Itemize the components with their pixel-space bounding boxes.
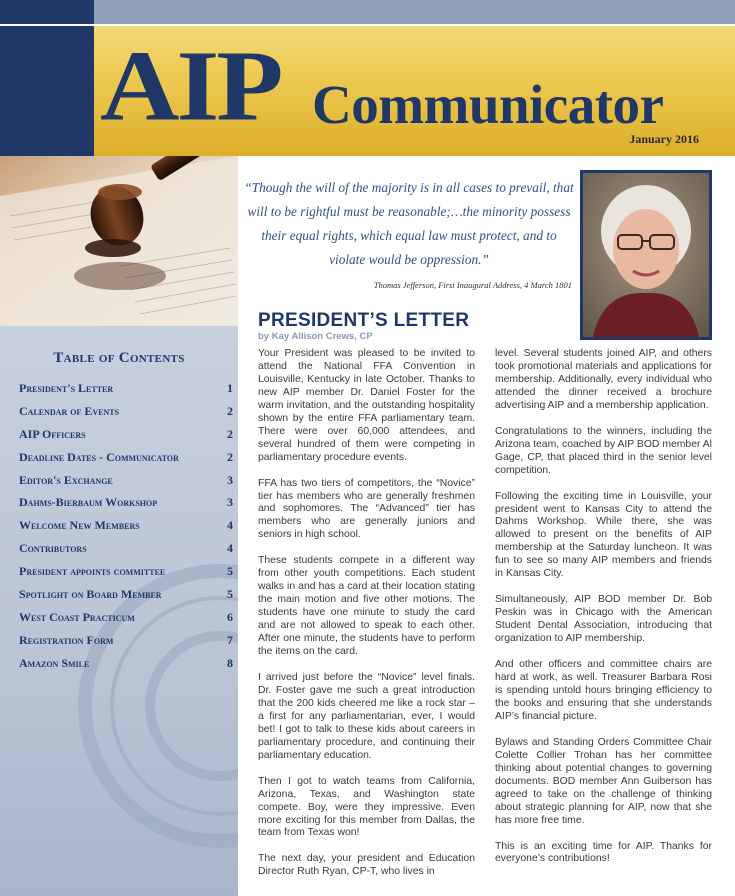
article-column-right [495, 348, 712, 896]
toc-item-label: Welcome New Members [19, 518, 140, 533]
toc-item[interactable] [19, 610, 233, 633]
toc-item-label: Registration Form [19, 632, 114, 647]
toc-item-page: 6 [227, 609, 233, 624]
toc-item[interactable] [19, 450, 233, 473]
toc-item-label: Dahms-Bierbaum Workshop [19, 495, 158, 510]
toc-item-label: Amazon Smile [19, 655, 90, 670]
article-paragraph: Following the exciting time in Louisville, your president went to Kansas City to attend the Dahms Workshop. While there, she was allowed to present on the benefits of AIP membership at the Saturday luncheon. It was fun to see so many AIP members and friends in Kansas City. [495, 490, 712, 580]
article-paragraph: The next day, your president and Education Director Ruth Ryan, CP-T, who lives in [258, 853, 475, 878]
toc-item-label: AIP Officers [19, 426, 86, 441]
toc-item[interactable] [19, 518, 233, 541]
toc-item-page: 8 [227, 655, 233, 670]
gavel-photo [0, 156, 238, 326]
table-of-contents-panel [0, 326, 238, 896]
brand-aip-wordmark: AIP [100, 29, 281, 142]
article-column-left [258, 348, 475, 896]
article-paragraph: Bylaws and Standing Orders Committee Chair Colette Collier Trohan has her committee thinking about potential changes to governing documents. BOD member Ann Guiberson has agreed to take on the challenge of thinking about strategic planning for AIP, now that she has more free time. [495, 736, 712, 826]
toc-item[interactable] [19, 633, 233, 656]
article-paragraph: These students compete in a different way from other youth competitions. Each student walks in and has a card at their location stating the main motion and five other motions. The students have one minute to study the card and are not allowed to speak to each other. After one minute, the students have to perform the items on the card. [258, 555, 475, 658]
toc-item-label: President's Letter [19, 381, 114, 395]
toc-item[interactable] [19, 656, 233, 679]
toc-item[interactable] [19, 541, 233, 564]
toc-title: Table of Contents [53, 350, 185, 366]
toc-item[interactable] [19, 473, 233, 496]
toc-item-label: Contributors [19, 541, 87, 556]
toc-item-page: 1 [227, 381, 233, 395]
article-paragraph: Congratulations to the winners, including the Arizona team, coached by AIP BOD member Al Gage, CP, that placed third in the senior level competition. [495, 425, 712, 476]
article-paragraph: Then I got to watch teams from California, Arizona, Texas, and Washington state compete. Boy, were they impressive. Even more exciting for this member from Dallas, the team from Texas won! [258, 775, 475, 839]
article-paragraph: Simultaneously, AIP BOD member Dr. Bob Peskin was in Chicago with the American Student Dental Association, introducing that organization to AIP membership. [495, 594, 712, 645]
toc-item-label: Deadline Dates - Communicator [19, 449, 179, 464]
gavel-illustration [0, 156, 238, 326]
toc-item-page: 2 [227, 403, 233, 418]
masthead-top-strip-right [94, 0, 735, 24]
article-byline: by Kay Allison Crews, CP [258, 331, 373, 342]
article-paragraph: Your President was pleased to be invited to attend the National FFA Convention in Louisville, Kentucky in late October. Thanks to new AIP member Dr. Daniel Foster for the warm invitation, and the outstanding hospitality shown by the entire FFA parliamentary team. There were over 60,000 attendees, and several hundred of them were competing in parliamentary procedure events. [258, 348, 475, 463]
toc-item-label: President appoints committee [19, 564, 166, 579]
toc-item-page: 7 [227, 632, 233, 647]
article-paragraph: And other officers and committee chairs are hard at work, as well. Treasurer Barbara Rosi is spending untold hours bringing efficiency to the books and ensuring that she understands AIP’s financial picture. [495, 659, 712, 722]
president-portrait [580, 170, 712, 340]
toc-item-label: Calendar of Events [19, 403, 120, 418]
toc-item[interactable] [19, 495, 233, 518]
toc-item-page: 4 [227, 518, 233, 533]
brand-communicator-wordmark: Communicator [312, 74, 664, 135]
toc-item-page: 5 [227, 587, 233, 602]
toc-item[interactable] [19, 427, 233, 450]
article-title: PRESIDENT’S LETTER [258, 310, 470, 331]
article-paragraph: This is an exciting time for AIP. Thanks for everyone’s contributions! [495, 840, 712, 865]
toc-item-label: Spotlight on Board Member [19, 587, 162, 602]
toc-item-page: 4 [227, 541, 233, 556]
portrait-photo [583, 173, 709, 337]
jefferson-quote: “Though the will of the majority is in all cases to prevail, that will to be rightful must be reasonable;…the minority possess their equal rights, which equal law must protect, and to violate would be oppression.” [244, 180, 574, 267]
toc-item[interactable] [19, 404, 233, 427]
toc-item-page: 3 [227, 495, 233, 510]
toc-list [19, 381, 233, 679]
issue-date: January 2016 [629, 132, 699, 146]
toc-item-page: 5 [227, 564, 233, 579]
toc-item-label: West Coast Practicum [19, 609, 135, 624]
toc-item[interactable] [19, 381, 233, 404]
toc-item-page: 2 [227, 426, 233, 441]
article-paragraph: I arrived just before the “Novice” level finals. Dr. Foster gave me such a great introduction that the 200 kids cheered me like a rock star – a first for any parliamentarian, ever, I would bet! I got to talk to these kids about careers in parliamentary procedure, and continuing their parliamentary education. [258, 671, 475, 761]
toc-item[interactable] [19, 587, 233, 610]
toc-item-page: 2 [227, 449, 233, 464]
article-paragraph: level. Several students joined AIP, and others took promotional materials and applications for membership. Additionally, every individual who attended the dinner received a brochure advertising AIP and a membership application. [495, 348, 712, 411]
toc-item[interactable] [19, 564, 233, 587]
masthead-blue-block [0, 26, 94, 156]
toc-item-page: 3 [227, 472, 233, 487]
masthead-top-strip-left [0, 0, 94, 24]
quote-attribution: Thomas Jefferson, First Inaugural Address, 4 March 1801 [373, 280, 572, 290]
toc-item-label: Editor's Exchange [19, 472, 113, 487]
article-paragraph: FFA has two tiers of competitors, the “Novice” tier has members who are generally freshmen and sophomores. The “Advanced” tier has members who are generally juniors and seniors in high school. [258, 477, 475, 541]
